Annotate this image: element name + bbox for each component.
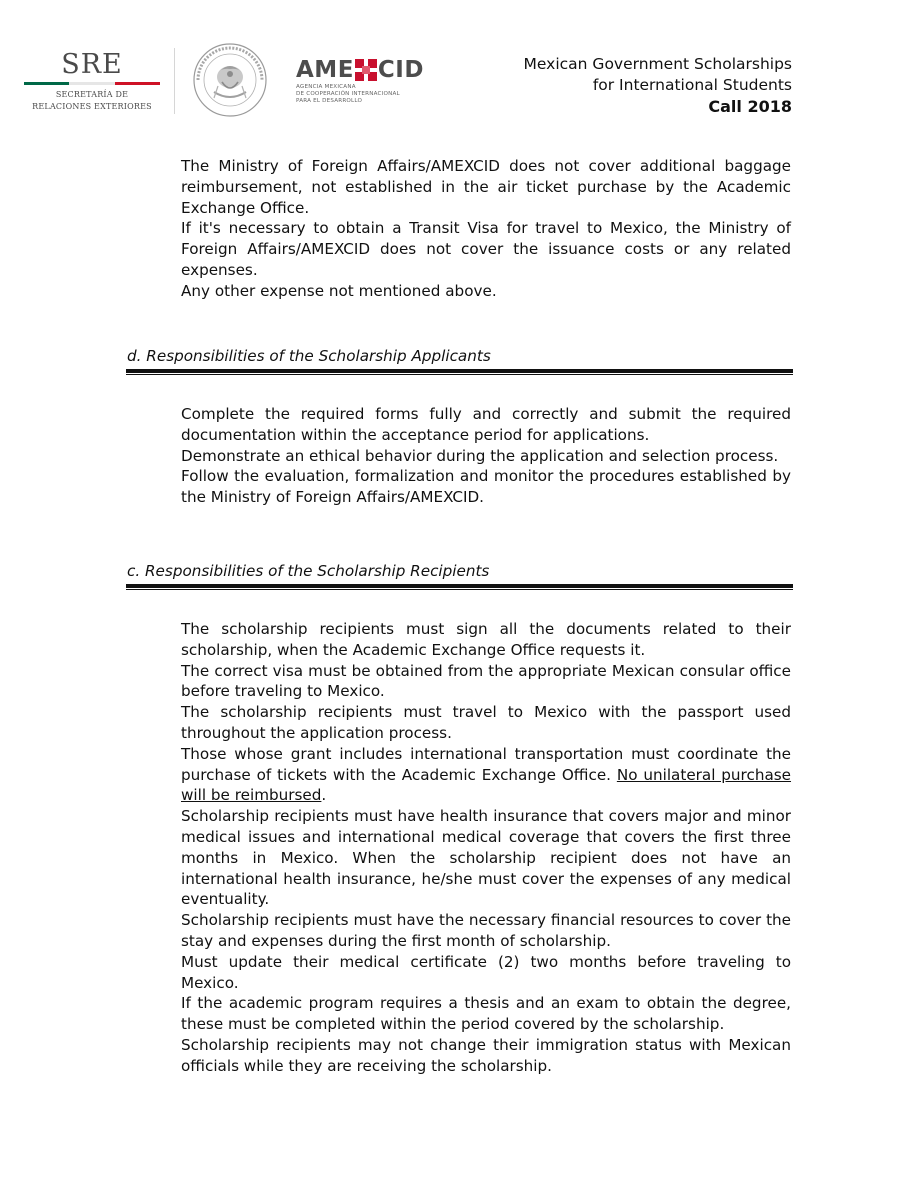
paragraph: If it's necessary to obtain a Transit Visa for travel to Mexico, the Ministry of Foreign Affairs/AMEXCID does not cover the issuance costs or any related expenses. (181, 219, 791, 279)
paragraph-end: . (321, 786, 327, 805)
paragraph: Follow the evaluation, formalization and monitor the procedures established by the Ministry of Foreign Affairs/AMEXCID. (181, 467, 791, 507)
document-header-title (524, 54, 792, 118)
paragraph: Scholarship recipients must have the necessary financial resources to cover the stay and expenses during the first month of scholarship. (181, 911, 791, 950)
section-heading-recipients (126, 561, 793, 590)
paragraph: The correct visa must be obtained from the appropriate Mexican consular office before traveling to Mexico. (181, 661, 791, 701)
sre-logo-line-1: SECRETARÍA DE (55, 90, 129, 99)
header-call-year: Call 2018 (708, 97, 792, 116)
header-title-line-1: Mexican Government Scholarships (523, 55, 792, 73)
paragraph: The scholarship recipients must travel to Mexico with the passport used throughout the application process. (181, 703, 791, 742)
paragraph-text: Those whose grant includes international transportation must coordinate the purchase of tickets with the Academic Exchange Office. (181, 744, 791, 784)
paragraph: If the academic program requires a thesis and an exam to obtain the degree, these must be completed within the period covered by the scholarship. (181, 994, 791, 1034)
expenses-not-covered-block (181, 156, 791, 302)
section-title: c. Responsibilities of the Scholarship Recipients (127, 562, 490, 580)
amexcid-word-left: AME (296, 57, 354, 83)
amexcid-x-cross-icon (355, 59, 377, 81)
section-rule-thin (126, 589, 793, 590)
section-rule-thick (126, 584, 793, 588)
amexcid-logo (296, 58, 436, 105)
paragraph: Demonstrate an ethical behavior during the application and selection process. (181, 446, 779, 465)
paragraph: Any other expense not mentioned above. (181, 281, 497, 300)
paragraph: The scholarship recipients must sign all the documents related to their scholarship, when the Academic Exchange Office requests it. (181, 620, 791, 659)
underlined-warning: No unilateral purchase will be reimbursed (181, 765, 792, 805)
paragraph: The Ministry of Foreign Affairs/AMEXCID does not cover additional baggage reimbursement, not established in the air ticket purchase by the Academic Exchange Office. (181, 157, 791, 217)
sre-logo (24, 50, 160, 113)
paragraph (181, 744, 791, 806)
recipient-responsibilities-block (181, 619, 791, 1077)
paragraph: Complete the required forms fully and correctly and submit the required documentation within the acceptance period for applications. (181, 405, 791, 444)
amexcid-subtitle-1: AGENCIA MEXICANA (296, 84, 356, 90)
amexcid-word-right: CID (377, 57, 424, 83)
amexcid-wordmark (296, 58, 436, 82)
paragraph: Scholarship recipients must have health insurance that covers major and minor medical issues and international medical coverage that covers the first three months in Mexico. When the scholarship recipient does not have an international health insurance, he/she must cover the expenses of any medical eventuality. (181, 807, 791, 909)
section-title: d. Responsibilities of the Scholarship Applicants (127, 347, 491, 365)
paragraph: Scholarship recipients may not change their immigration status with Mexican officials while they are receiving the scholarship. (181, 1035, 791, 1075)
paragraph: Must update their medical certificate (2) two months before traveling to Mexico. (181, 952, 791, 992)
sre-logo-line-2: RELACIONES EXTERIORES (32, 102, 152, 111)
section-rule-thick (126, 369, 793, 373)
section-rule-thin (126, 374, 793, 375)
applicant-responsibilities-block (181, 404, 791, 508)
header-title-line-2: for International Students (592, 76, 792, 94)
amexcid-subtitle-3: PARA EL DESARROLLO (296, 98, 363, 104)
sre-logo-tricolor-rule (24, 82, 160, 85)
amexcid-subtitle-2: DE COOPERACIÓN INTERNACIONAL (296, 91, 400, 97)
section-heading-applicants (126, 346, 793, 375)
logo-divider (174, 48, 175, 114)
mexican-coat-of-arms-seal-icon (192, 42, 268, 118)
sre-logo-mark: SRE (61, 49, 123, 80)
